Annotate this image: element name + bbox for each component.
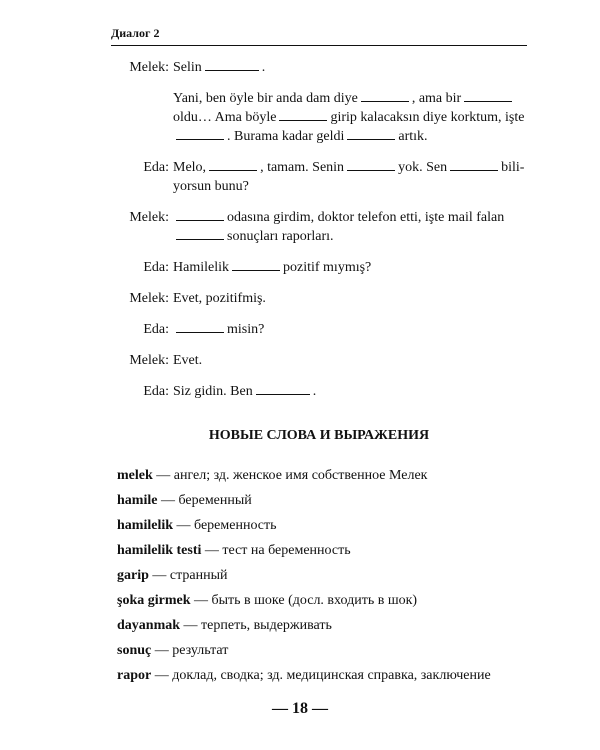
speech-text: Evet, pozitifmiş. [173,291,266,306]
speech [173,320,527,339]
speech-text: . [312,384,317,399]
speech-text: Siz gidin. Ben [173,384,253,399]
dialog [111,58,527,413]
vocab-definition: — странный [148,568,228,583]
speech-text: Yani, ben öyle bir anda dam diye [173,91,358,106]
vocab-definition: — беременный [157,493,252,508]
vocab-term: sonuç [117,643,152,658]
speech-text: Selin [173,60,202,75]
vocab-entry [117,491,537,516]
speech [173,258,527,277]
vocab-entry [117,516,537,541]
vocab-definition: — терпеть, выдерживать [180,618,332,633]
vocab-term: dayanmak [117,618,181,633]
vocab-term: hamile [117,493,158,508]
dialog-turn [111,158,527,196]
speech-text: Evet. [173,353,203,368]
speech-text: . [261,60,266,75]
blank [176,127,224,140]
speech-text: Melo, [173,160,207,175]
speaker-label: Melek: [129,210,169,225]
dialog-turn [111,351,527,370]
speech [173,208,527,246]
speech [173,158,527,196]
dialog-turn [111,258,527,277]
vocab-definition: — беременность [173,518,277,533]
speaker-label: Eda: [143,322,169,337]
section-title: НОВЫЕ СЛОВА И ВЫРАЖЕНИЯ [208,428,430,443]
speaker-label: Melek: [129,291,169,306]
vocab-entry [117,591,537,616]
blank [209,158,257,171]
speech-text: . Burama kadar geldi [227,129,345,144]
dialog-turn [111,208,527,246]
speech [173,382,527,401]
vocab-entry [117,641,537,666]
blank [450,158,498,171]
vocab-term: rapor [117,668,152,683]
vocab-definition: — тест на беременность [201,543,351,558]
vocab-term: hamilelik testi [117,543,202,558]
speech-text: yorsun bunu? [173,179,249,194]
speaker-label: Melek: [129,60,169,75]
blank [347,127,395,140]
speech-text: oldu… Ama böyle [173,110,277,125]
vocab-definition: — результат [151,643,229,658]
blank [279,108,327,121]
dialog-turn [111,382,527,401]
vocab-definition: — доклад, сводка; зд. медицинская справка, заключение [151,668,491,683]
speech [173,289,527,308]
speaker-label: Eda: [143,260,169,275]
vocab-term: garip [117,568,149,583]
speech [173,58,527,146]
blank [347,158,395,171]
speech-text: , ama bir [411,91,462,106]
speech-text: odasına girdim, doktor telefon etti, işte mail falan [227,210,505,225]
vocab-entry [117,541,537,566]
vocab-term: hamilelik [117,518,174,533]
vocab-definition: — быть в шоке (досл. входить в шок) [190,593,418,608]
speaker-label: Eda: [143,160,169,175]
dialog-turn [111,320,527,339]
speech-text: girip kalacaksın diye korktum, işte [330,110,525,125]
speech-text: yok. Sen [398,160,448,175]
speech-text: pozitif mıymış? [283,260,372,275]
vocabulary-list [117,466,537,691]
page-number: — 18 — [272,700,328,717]
speaker-label: Eda: [143,384,169,399]
vocab-entry [117,566,537,591]
blank [205,58,259,71]
blank [176,227,224,240]
vocab-term: şoka girmek [117,593,191,608]
speech-text: bili- [501,160,525,175]
vocab-entry [117,666,537,691]
dialog-turn [111,58,527,146]
speaker-label: Melek: [129,353,169,368]
running-header: Диалог 2 [111,26,527,46]
speech [173,351,527,370]
speech-text: Hamilelik [173,260,229,275]
vocab-entry [117,466,537,491]
speech-text: sonuçları raporları. [227,229,334,244]
blank [256,382,310,395]
vocab-definition: — ангел; зд. женское имя собственное Мелек [152,468,428,483]
dialog-turn [111,289,527,308]
speech-text: artık. [398,129,428,144]
blank [176,320,224,333]
blank [232,258,280,271]
vocab-entry [117,616,537,641]
vocab-term: melek [117,468,153,483]
blank [176,208,224,221]
speech-text: , tamam. Senin [260,160,345,175]
speech-text: misin? [227,322,265,337]
blank [361,89,409,102]
blank [464,89,512,102]
